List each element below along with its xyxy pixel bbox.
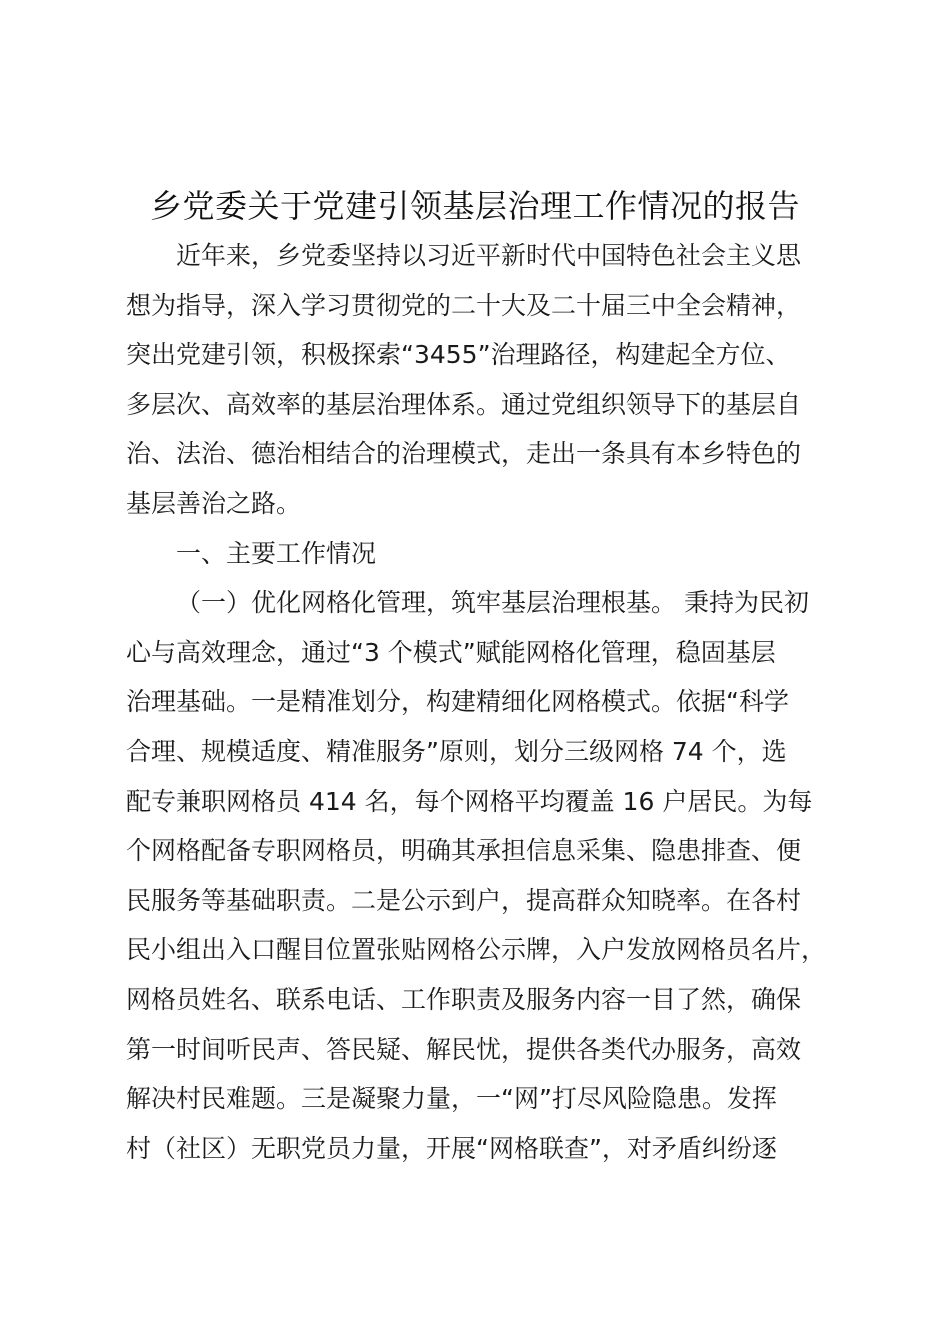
paragraph-line: 网格员姓名、联系电话、工作职责及服务内容一目了然，确保 — [126, 985, 802, 1014]
paragraph-line: 民服务等基础职责。二是公示到户，提高群众知晓率。在各村 — [126, 885, 802, 915]
paragraph-line: 民小组出入口醒目位置张贴网格公示牌，入户发放网格员名片， — [126, 935, 827, 965]
document-title: 乡党委关于党建引领基层治理工作情况的报告 — [149, 187, 800, 225]
section-heading: 一、主要工作情况 — [176, 538, 377, 568]
paragraph-line: 治、法治、德治相结合的治理模式，走出一条具有本乡特色的 — [126, 439, 802, 469]
paragraph-line: 治理基础。一是精准划分，构建精细化网格模式。依据“科学 — [126, 687, 789, 717]
subsection-heading-line: （一）优化网格化管理，筑牢基层治理根基。 秉持为民初 — [176, 588, 809, 618]
paragraph-line: 合理、规模适度、精准服务”原则，划分三级网格 74 个，选 — [126, 737, 787, 766]
paragraph-line: 突出党建引领，积极探索“3455”治理路径，构建起全方位、 — [126, 340, 791, 370]
paragraph-line: 心与高效理念，通过“3 个模式”赋能网格化管理，稳固基层 — [126, 637, 776, 667]
paragraph-line: 基层善治之路。 — [126, 489, 302, 518]
paragraph-line: 个网格配备专职网格员，明确其承担信息采集、隐患排查、便 — [126, 836, 802, 866]
paragraph-line: 解决村民难题。三是凝聚力量，一“网”打尽风险隐患。发挥 — [126, 1084, 777, 1114]
paragraph-line: 第一时间听民声、答民疑、解民忧，提供各类代办服务，高效 — [126, 1034, 802, 1064]
paragraph-line: 想为指导，深入学习贯彻党的二十大及二十届三中全会精神， — [126, 290, 802, 320]
paragraph-line: 配专兼职网格员 414 名，每个网格平均覆盖 16 户居民。为每 — [126, 786, 813, 816]
paragraph-line: 村（社区）无职党员力量，开展“网格联查”，对矛盾纠纷逐 — [126, 1133, 777, 1163]
paragraph-line: 近年来，乡党委坚持以习近平新时代中国特色社会主义思 — [176, 241, 802, 270]
paragraph-line: 多层次、高效率的基层治理体系。通过党组织领导下的基层自 — [126, 389, 802, 419]
